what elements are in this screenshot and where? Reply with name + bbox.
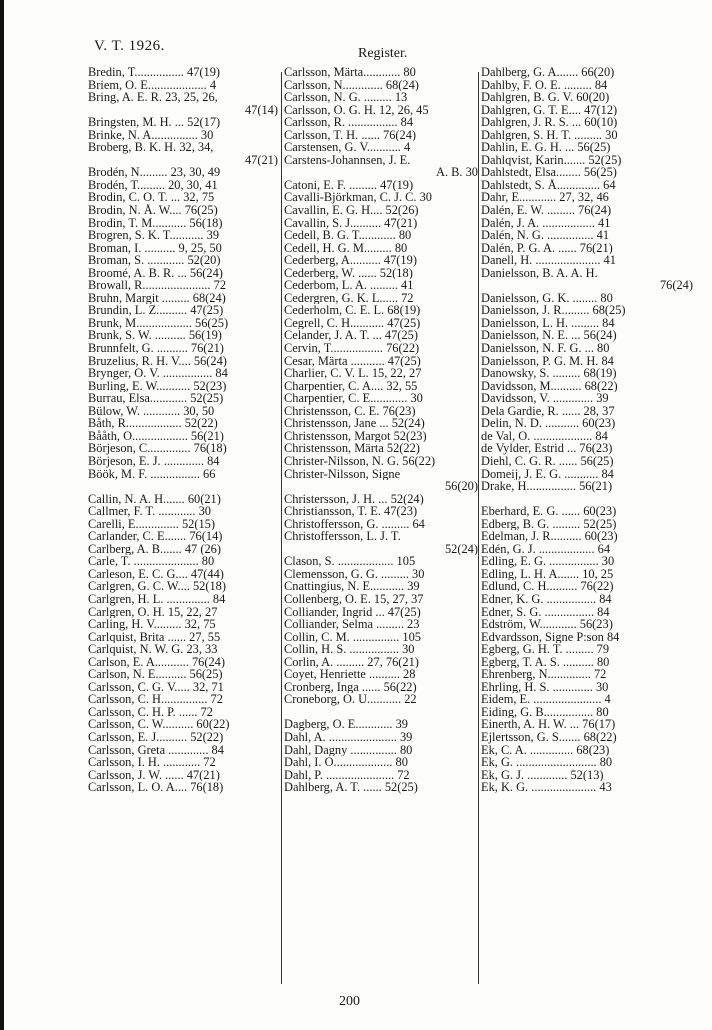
- index-entry: Carlson, E. A........... 76(24): [88, 655, 225, 669]
- index-entry: Danielsson, N. E. ... 56(24): [481, 329, 617, 343]
- index-entry: Cedell, B. G. T............ 80: [284, 229, 412, 242]
- index-entry: Celander, J. A. T. ... 47(25): [284, 329, 418, 343]
- index-entry: Börjeson, C.............. 76(18): [88, 442, 227, 455]
- index-entry: Danielsson, P. G. M. H. 84: [481, 354, 614, 368]
- index-entry: Carlsson, O. G. H. 12, 26, 45: [284, 103, 429, 117]
- index-entry: Cavallin, S. J.......... 47(21): [284, 216, 418, 230]
- index-entry: Danell, H. ..................... 41: [481, 254, 616, 267]
- index-entry: Brunk, S. W. .......... 56(19): [88, 329, 222, 343]
- index-entry: Danielsson, J. R......... 68(25): [481, 304, 626, 317]
- index-entry: Danielsson, N. F. G. ... 80: [481, 342, 610, 355]
- index-entry: Eiding, G. B................ 80: [481, 705, 609, 719]
- index-entry: Carlsson, J. W. ...... 47(21): [88, 768, 220, 782]
- index-entry: Carlsson, N. G. ......... 13: [284, 91, 408, 104]
- index-entry: Edström, W............ 56(23): [481, 618, 613, 631]
- index-column-2: [284, 66, 478, 794]
- index-entry: Dahlberg, G. A....... 66(20): [481, 66, 615, 79]
- index-entry: Collin, C. M. ............... 105: [284, 630, 421, 644]
- index-entry: Dahlqvist, Karin....... 52(25): [481, 153, 622, 167]
- index-entry: Carlgren, G. C. W.... 52(18): [88, 580, 227, 593]
- index-entry: Edling, L. H. A....... 10, 25: [481, 567, 614, 581]
- index-entry: Browall, R...................... 72: [88, 279, 227, 292]
- index-entry: Brunnfelt, G. .......... 76(21): [88, 342, 224, 355]
- index-entry: Dahl, P. ...................... 72: [284, 768, 410, 782]
- index-entry: Bruhn, Margit ......... 68(24): [88, 291, 226, 305]
- index-entry: Corlin, A. ......... 27, 76(21): [284, 655, 419, 669]
- index-entry: 47(21): [244, 153, 278, 167]
- index-entry: Callin, N. A. H....... 60(21): [88, 492, 221, 506]
- letter-gap: [284, 706, 478, 719]
- index-entry: Bredin, T................ 47(19): [88, 66, 221, 79]
- index-entry: Egberg, T. A. S. .......... 80: [481, 655, 610, 669]
- index-entry: Cnattingius, N. E........... 39: [284, 580, 420, 593]
- index-entry: Brodin, C. O. T. ... 32, 75: [88, 191, 215, 205]
- index-entry: Dahlgren, S. H. T. ......... 30: [481, 128, 618, 142]
- index-entry: Dalén, E. W. ......... 76(24): [481, 204, 612, 217]
- index-entry: Cederberg, A.......... 47(19): [284, 254, 417, 267]
- index-entry: Brogren, S. K. T........... 39: [88, 229, 220, 242]
- index-entry: Charlier, C. V. L. 15, 22, 27: [284, 367, 422, 380]
- index-entry: Carlsson, C. G. V..... 32, 71: [88, 680, 224, 694]
- index-entry: Bruzelius, R. H. V.... 56(24): [88, 354, 227, 368]
- index-entry: Bååth, O.................. 56(21): [88, 429, 224, 443]
- index-entry: 56(20): [444, 480, 478, 493]
- index-entry: Carlsson, T. H. ...... 76(24): [284, 128, 417, 142]
- index-entry: Carlberg, A. B....... 47 (26): [88, 542, 221, 556]
- index-entry: Brodin, T. M........... 56(18): [88, 216, 223, 230]
- index-entry: Broomé, A. B. R. ... 56(24): [88, 266, 223, 280]
- index-entry: Cavallin, E. G. H.... 52(26): [284, 204, 419, 217]
- index-entry: Edling, E. G. ................ 30: [481, 555, 615, 568]
- letter-gap: [88, 480, 278, 493]
- index-entry: Dalén, N. G. ............... 41: [481, 229, 610, 242]
- index-entry: Davidsson, M.......... 68(22): [481, 379, 618, 393]
- index-entry: Cederholm, C. E. L. 68(19): [284, 304, 421, 317]
- index-entry: Briem, O. E................... 4: [88, 78, 217, 92]
- index-entry: Dela Gardie, R. ...... 28, 37: [481, 404, 615, 418]
- index-entry: Christiansson, T. E. 47(23): [284, 505, 418, 518]
- index-entry: Båth, R.................. 52(22): [88, 417, 218, 430]
- index-entry: Dahlgren, B. G. V. 60(20): [481, 91, 610, 104]
- index-entry: Cederberg, W. ...... 52(18): [284, 266, 413, 280]
- index-entry: Egberg, G. H. T. ......... 79: [481, 643, 610, 656]
- index-entry: Carlsson, Greta ............. 84: [88, 743, 224, 757]
- index-entry: Clemensson, G. G. ......... 30: [284, 567, 425, 581]
- index-entry: Ehrling, H. S. ............. 30: [481, 680, 609, 694]
- index-entry: Dahlstedt, S. Å.............. 64: [481, 178, 616, 192]
- index-column-1: [88, 66, 278, 794]
- index-entry: Dahlby, F. O. E. ......... 84: [481, 78, 608, 92]
- index-entry: Coyet, Henriette .......... 28: [284, 668, 416, 681]
- index-entry: Callmer, F. T. ............ 30: [88, 505, 211, 518]
- index-entry: Cederbom, L. A. ......... 41: [284, 279, 414, 292]
- index-entry: Ehrenberg, N.............. 72: [481, 668, 607, 681]
- index-entry: Carlsson, L. O. A.... 76(18): [88, 781, 224, 794]
- index-entry: Christensson, Jane ... 52(24): [284, 417, 425, 430]
- index-entry: Collenberg, O. E. 15, 27, 37: [284, 592, 424, 606]
- index-entry: Edlund, C. H.......... 76(22): [481, 580, 614, 593]
- index-entry: Börjeson, E. J. ............. 84: [88, 454, 220, 468]
- index-entry: Cedergren, G. K. L...... 72: [284, 291, 414, 305]
- index-entry: Domeij, J. E. G. ........... 84: [481, 467, 614, 481]
- index-entry: Dalén, J. A. ................. 41: [481, 216, 611, 230]
- index-entry: Broberg, B. K. H. 32, 34,: [88, 141, 214, 154]
- index-entry: Carlson, N. E.......... 56(25): [88, 668, 223, 681]
- index-entry: Dahlgren, J. R. S. ... 60(10): [481, 116, 618, 129]
- index-entry: Edberg, B. G. ......... 52(25): [481, 517, 617, 531]
- index-entry: Diehl, C. G. R. ...... 56(25): [481, 454, 614, 468]
- index-entry: de Vylder, Estrid ... 76(23): [481, 442, 613, 455]
- letter-gap: [481, 493, 693, 506]
- index-entry: Brundin, L. Z.......... 47(25): [88, 304, 224, 317]
- index-entry: Brodin, N. Å. W.... 76(25): [88, 204, 218, 217]
- index-entry: Carlquist, N. W. G. 23, 33: [88, 643, 218, 656]
- index-entry: Bring, A. E. R. 23, 25, 26,: [88, 91, 218, 104]
- index-entry: Charpentier, C. E............ 30: [284, 392, 423, 405]
- index-entry: Carlander, C. E....... 76(14): [88, 530, 223, 543]
- index-entry: Drake, H................ 56(21): [481, 480, 613, 493]
- index-entry: Ejlertsson, G. S....... 68(22): [481, 730, 617, 744]
- index-entry: Christensson, C. E. 76(23): [284, 404, 416, 418]
- index-entry: Carstens-Johannsen, J. E.: [284, 153, 411, 167]
- index-entry: Christersson, J. H. ... 52(24): [284, 492, 424, 506]
- index-entry: Carleson, E. C. G.... 47(44): [88, 567, 224, 581]
- index-entry: Edner, K. G. ................ 84: [481, 592, 612, 606]
- index-entry: Dahlstedt, Elsa........ 56(25): [481, 166, 617, 179]
- index-entry: Cavalli-Björkman, C. J. C. 30: [284, 191, 432, 205]
- index-entry: Brinke, N. A............... 30: [88, 128, 214, 142]
- column-divider: [281, 72, 282, 984]
- scan-edge: [0, 0, 4, 1030]
- index-entry: Cegrell, C. H........... 47(25): [284, 316, 421, 330]
- index-entry: Christer-Nilsson, Signe: [284, 467, 401, 481]
- index-entry: Carelli, E.............. 52(15): [88, 517, 215, 531]
- index-entry: Ek, C. A. .............. 68(23): [481, 743, 610, 757]
- index-entry: Dalén, P. G. A. ...... 76(21): [481, 241, 613, 255]
- index-entry: Dahlberg, A. T. ...... 52(25): [284, 781, 418, 794]
- index-entry: Dahr, E............ 27, 32, 46: [481, 191, 609, 205]
- index-entry: Croneborg, O. U........... 22: [284, 693, 417, 706]
- index-entry: Carlsson, N............. 68(24): [284, 78, 419, 92]
- index-entry: Eidem, E. ...................... 4: [481, 693, 611, 706]
- index-entry: Carlgren, O. H. 15, 22, 27: [88, 605, 218, 619]
- index-entry: Edvardsson, Signe P:son 84: [481, 630, 620, 644]
- index-entry: Christensson, Margot 52(23): [284, 429, 427, 443]
- index-entry: Böök, M. F. ................ 66: [88, 467, 216, 481]
- index-entry: A. B. 30: [436, 166, 478, 179]
- index-entry: Cesar, Märta ........... 47(25): [284, 354, 421, 368]
- index-entry: Bringsten, M. H. ... 52(17): [88, 116, 221, 129]
- index-entry: Brunk, M.................. 56(25): [88, 316, 229, 330]
- index-entry: Delin, N. D. ........... 60(23): [481, 417, 616, 430]
- index-entry: Edelman, J. R.......... 60(23): [481, 530, 618, 543]
- index-entry: 76(24): [659, 279, 693, 292]
- index-entry: Davidsson, V. ............. 39: [481, 392, 609, 405]
- index-entry: Carstensen, G. V........... 4: [284, 141, 411, 154]
- index-entry: Colliander, Selma ......... 23: [284, 618, 420, 631]
- index-entry: 47(14): [244, 103, 278, 117]
- index-entry: Carlsson, R. ................ 84: [284, 116, 414, 129]
- index-entry: Cronberg, Inga ...... 56(22): [284, 680, 417, 694]
- index-entry: Danowsky, S. ......... 68(19): [481, 367, 617, 380]
- volume-year-header: V. T. 1926.: [94, 38, 165, 54]
- index-entry: Carlsson, Märta............ 80: [284, 66, 416, 79]
- index-entry: Brodén, N......... 23, 30, 49: [88, 166, 221, 179]
- index-entry: Carlsson, E. J.......... 52(22): [88, 730, 224, 744]
- index-entry: Colliander, Ingrid ... 47(25): [284, 605, 421, 619]
- index-entry: Dahl, Dagny ............... 80: [284, 743, 413, 757]
- index-entry: Dahl, A. ...................... 39: [284, 730, 413, 744]
- index-entry: Collin, H. S. ................ 30: [284, 643, 415, 656]
- index-entry: Burling, E. W........... 52(23): [88, 379, 227, 393]
- index-entry: Cervin, T................. 76(22): [284, 342, 420, 355]
- index-entry: Brynger, O. V. ................ 84: [88, 367, 228, 380]
- index-entry: Broman, S. ............ 52(20): [88, 254, 221, 267]
- index-entry: 52(24): [444, 542, 478, 556]
- index-entry: Danielsson, L. H. ......... 84: [481, 316, 615, 330]
- register-title: Register.: [358, 46, 408, 61]
- index-entry: Burrau, Elsa............ 52(25): [88, 392, 224, 405]
- index-entry: Edén, G. J. .................. 64: [481, 542, 611, 556]
- index-entry: Catoni, E. F. ......... 47(19): [284, 178, 414, 192]
- index-entry: Carlgren, H. L. .............. 84: [88, 592, 226, 606]
- index-entry: Dagberg, O. E............ 39: [284, 718, 409, 731]
- index-entry: Ek, K. G. ..................... 43: [481, 781, 612, 794]
- index-entry: Cedell, H. G. M......... 80: [284, 241, 408, 255]
- index-entry: Dahlgren, G. T. E.... 47(12): [481, 103, 618, 117]
- index-entry: Danielsson, B. A. A. H.: [481, 266, 598, 280]
- index-entry: Ek, G. .......................... 80: [481, 756, 613, 769]
- index-entry: Christoffersson, G. ......... 64: [284, 517, 425, 531]
- index-entry: Broman, I. .......... 9, 25, 50: [88, 241, 222, 255]
- index-entry: Eberhard, E. G. ...... 60(23): [481, 505, 617, 518]
- index-entry: Carlsson, C. H. P. ...... 72: [88, 705, 213, 719]
- index-entry: Danielsson, G. K. ........ 80: [481, 291, 613, 305]
- index-entry: Clason, S. .................. 105: [284, 555, 416, 568]
- index-column-3: [481, 66, 693, 794]
- index-entry: de Val, O. ................... 84: [481, 429, 608, 443]
- index-entry: Ek, G. J. ............. 52(13): [481, 768, 604, 782]
- index-entry: Brodén, T......... 20, 30, 41: [88, 178, 218, 192]
- column-divider: [478, 72, 479, 984]
- index-entry: Charpentier, C. A.... 32, 55: [284, 379, 418, 393]
- index-entry: Carling, H. V......... 32, 75: [88, 618, 216, 631]
- index-entry: Carlquist, Brita ...... 27, 55: [88, 630, 221, 644]
- index-entry: Dahl, I. O................... 80: [284, 756, 408, 769]
- index-entry: Bülow, W. ............ 30, 50: [88, 404, 215, 418]
- index-entry: Carlsson, C. W.......... 60(22): [88, 718, 230, 731]
- index-entry: Christensson, Märta 52(22): [284, 442, 420, 455]
- page-number: 200: [339, 994, 360, 1009]
- index-entry: Christer-Nilsson, N. G. 56(22): [284, 454, 436, 468]
- index-entry: Einerth, A. H. W. ... 76(17): [481, 718, 616, 731]
- index-entry: Carlsson, C. H............... 72: [88, 693, 223, 706]
- index-entry: Christoffersson, L. J. T.: [284, 530, 401, 543]
- index-entry: Edner, S. G. ................ 84: [481, 605, 610, 619]
- index-entry: Carlsson, I. H. ............ 72: [88, 756, 216, 769]
- index-entry: Dahlin, E. G. H. ... 56(25): [481, 141, 611, 154]
- index-entry: Carle, T. ..................... 80: [88, 555, 215, 568]
